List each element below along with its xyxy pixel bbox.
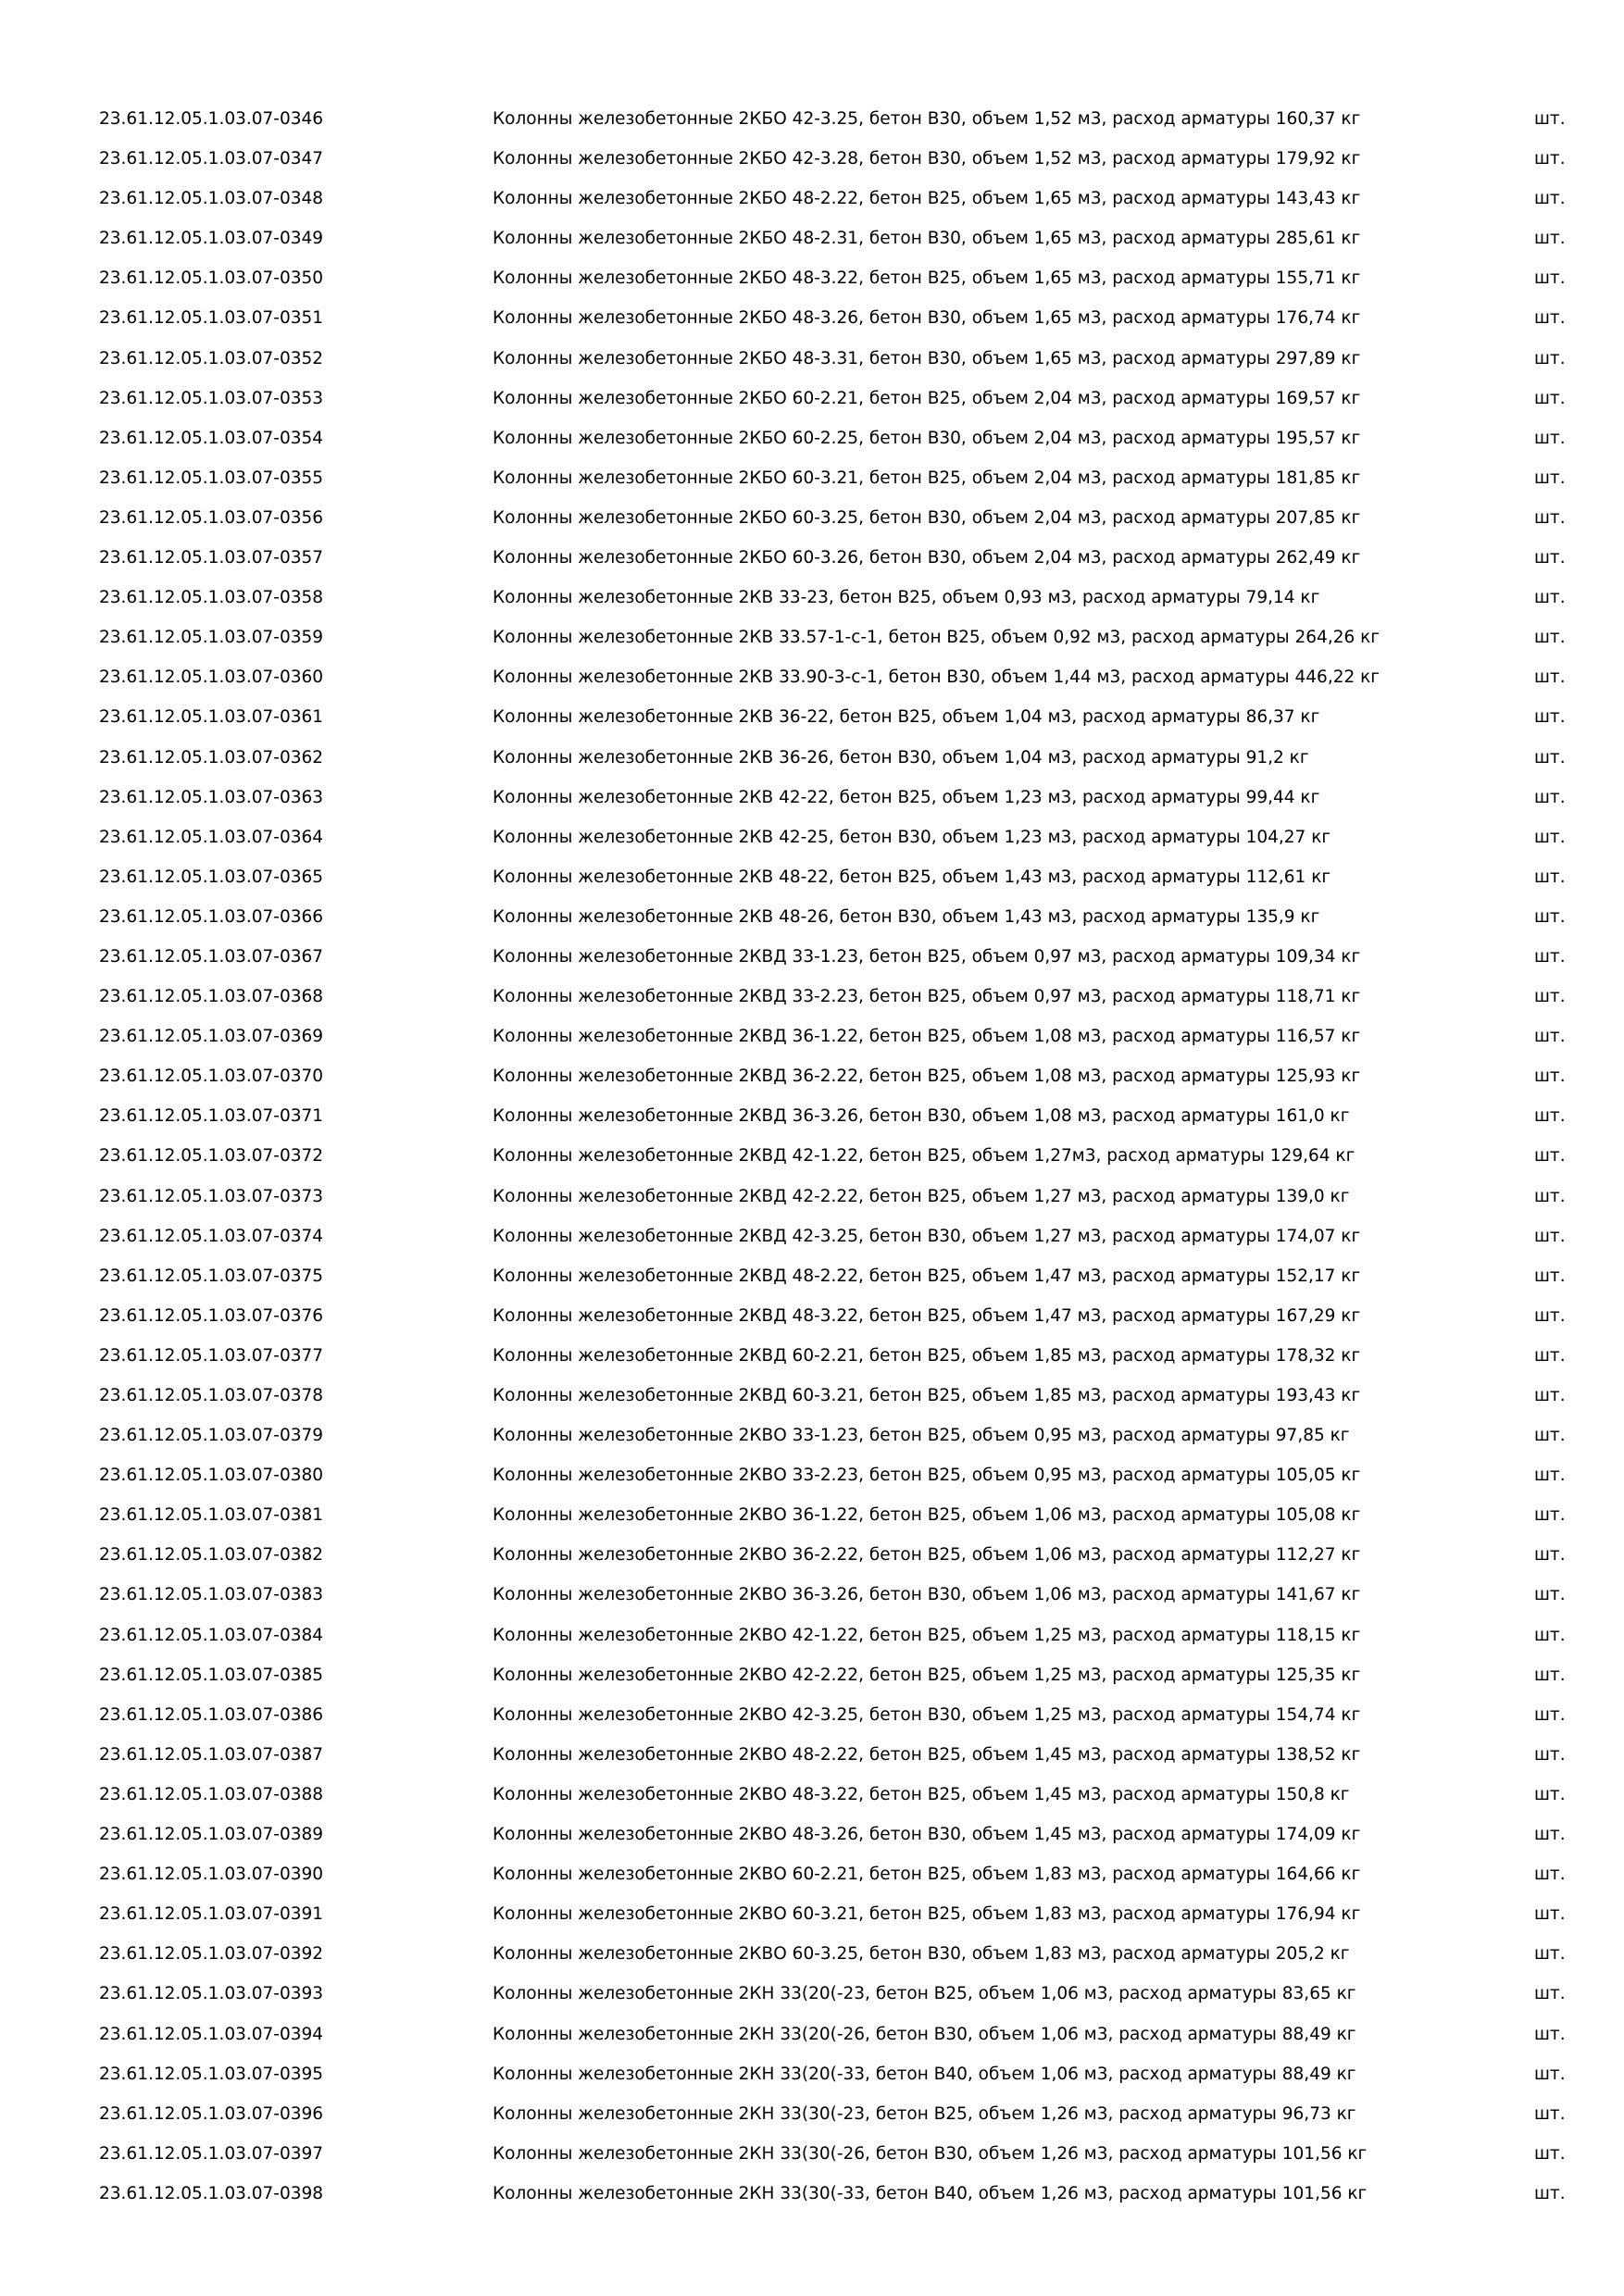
table-row [0, 1296, 1624, 1336]
table-row [0, 657, 1624, 697]
table-row [0, 339, 1624, 379]
unit-of-measure: шт. [1534, 1226, 1566, 1246]
resource-description: Колонны железобетонные 2КН 33(20(-26, бетон В30, объем 1,06 м3, расход арматуры 88,49 кг [493, 2024, 1356, 2044]
resource-code: 23.61.12.05.1.03.07-0353 [99, 388, 324, 408]
resource-code: 23.61.12.05.1.03.07-0382 [99, 1545, 324, 1566]
resource-description: Колонны железобетонные 2КБО 60-2.25, бетон В30, объем 2,04 м3, расход арматуры 195,57 кг [493, 428, 1361, 448]
table-row [0, 1256, 1624, 1296]
resource-description: Колонны железобетонные 2КВО 48-3.26, бетон В30, объем 1,45 м3, расход арматуры 174,09 кг [493, 1825, 1361, 1845]
resource-code: 23.61.12.05.1.03.07-0357 [99, 548, 324, 568]
resource-code: 23.61.12.05.1.03.07-0368 [99, 987, 324, 1007]
unit-of-measure: шт. [1534, 787, 1566, 807]
table-row [0, 418, 1624, 458]
resource-description: Колонны железобетонные 2КБО 42-3.25, бетон В30, объем 1,52 м3, расход арматуры 160,37 кг [493, 109, 1361, 129]
resource-description: Колонны железобетонные 2КВД 42-3.25, бетон В30, объем 1,27 м3, расход арматуры 174,07 кг [493, 1226, 1361, 1246]
resource-description: Колонны железобетонные 2КБО 42-3.28, бетон В30, объем 1,52 м3, расход арматуры 179,92 кг [493, 149, 1361, 169]
resource-description: Колонны железобетонные 2КВ 33.57-1-с-1, бетон В25, объем 0,92 м3, расход арматуры 264,26 кг [493, 628, 1380, 648]
resource-code: 23.61.12.05.1.03.07-0349 [99, 229, 324, 249]
table-row [0, 1336, 1624, 1376]
resource-code: 23.61.12.05.1.03.07-0369 [99, 1027, 324, 1047]
unit-of-measure: шт. [1534, 1944, 1566, 1965]
resource-table [0, 99, 1624, 2214]
resource-description: Колонны железобетонные 2КБО 48-2.22, бетон В25, объем 1,65 м3, расход арматуры 143,43 кг [493, 189, 1361, 209]
resource-description: Колонны железобетонные 2КБО 60-3.21, бетон В25, объем 2,04 м3, расход арматуры 181,85 кг [493, 468, 1361, 488]
resource-description: Колонны железобетонные 2КВД 36-1.22, бетон В25, объем 1,08 м3, расход арматуры 116,57 кг [493, 1027, 1361, 1047]
unit-of-measure: шт. [1534, 308, 1566, 329]
table-row [0, 697, 1624, 737]
unit-of-measure: шт. [1534, 2103, 1566, 2124]
table-row [0, 1177, 1624, 1217]
resource-description: Колонны железобетонные 2КВ 33-23, бетон В25, объем 0,93 м3, расход арматуры 79,14 кг [493, 588, 1320, 608]
table-row [0, 1616, 1624, 1655]
resource-description: Колонны железобетонные 2КВ 33.90-3-с-1, бетон В30, объем 1,44 м3, расход арматуры 446,22 кг [493, 668, 1380, 688]
unit-of-measure: шт. [1534, 1784, 1566, 1804]
resource-description: Колонны железобетонные 2КН 33(20(-33, бетон В40, объем 1,06 м3, расход арматуры 88,49 кг [493, 2064, 1356, 2084]
resource-description: Колонны железобетонные 2КВД 42-2.22, бетон В25, объем 1,27 м3, расход арматуры 139,0 кг [493, 1186, 1350, 1206]
resource-code: 23.61.12.05.1.03.07-0394 [99, 2024, 324, 2044]
table-row [0, 1775, 1624, 1815]
resource-code: 23.61.12.05.1.03.07-0397 [99, 2143, 324, 2164]
unit-of-measure: шт. [1534, 468, 1566, 488]
table-row [0, 857, 1624, 897]
unit-of-measure: шт. [1534, 906, 1566, 927]
table-row [0, 1894, 1624, 1934]
resource-code: 23.61.12.05.1.03.07-0352 [99, 348, 324, 368]
resource-description: Колонны железобетонные 2КБО 48-3.31, бетон В30, объем 1,65 м3, расход арматуры 297,89 кг [493, 348, 1361, 368]
table-row [0, 1455, 1624, 1495]
resource-code: 23.61.12.05.1.03.07-0381 [99, 1505, 324, 1526]
unit-of-measure: шт. [1534, 1345, 1566, 1366]
resource-code: 23.61.12.05.1.03.07-0351 [99, 308, 324, 329]
table-row [0, 1695, 1624, 1735]
table-row [0, 379, 1624, 418]
unit-of-measure: шт. [1534, 1505, 1566, 1526]
table-row [0, 1056, 1624, 1096]
resource-code: 23.61.12.05.1.03.07-0392 [99, 1944, 324, 1965]
resource-code: 23.61.12.05.1.03.07-0361 [99, 707, 324, 728]
resource-description: Колонны железобетонные 2КН 33(30(-33, бетон В40, объем 1,26 м3, расход арматуры 101,56 кг [493, 2183, 1368, 2203]
resource-description: Колонны железобетонные 2КВД 48-3.22, бетон В25, объем 1,47 м3, расход арматуры 167,29 кг [493, 1305, 1361, 1326]
unit-of-measure: шт. [1534, 1106, 1566, 1127]
unit-of-measure: шт. [1534, 548, 1566, 568]
resource-code: 23.61.12.05.1.03.07-0366 [99, 906, 324, 927]
resource-code: 23.61.12.05.1.03.07-0388 [99, 1784, 324, 1804]
resource-description: Колонны железобетонные 2КВ 48-26, бетон В30, объем 1,43 м3, расход арматуры 135,9 кг [493, 906, 1320, 927]
resource-description: Колонны железобетонные 2КВО 42-3.25, бетон В30, объем 1,25 м3, расход арматуры 154,74 кг [493, 1704, 1361, 1725]
table-row [0, 1655, 1624, 1695]
resource-code: 23.61.12.05.1.03.07-0384 [99, 1625, 324, 1645]
resource-description: Колонны железобетонные 2КВ 48-22, бетон В25, объем 1,43 м3, расход арматуры 112,61 кг [493, 867, 1331, 887]
resource-code: 23.61.12.05.1.03.07-0364 [99, 827, 324, 847]
unit-of-measure: шт. [1534, 388, 1566, 408]
unit-of-measure: шт. [1534, 987, 1566, 1007]
table-row [0, 897, 1624, 937]
resource-code: 23.61.12.05.1.03.07-0396 [99, 2103, 324, 2124]
resource-description: Колонны железобетонные 2КВО 36-2.22, бетон В25, объем 1,06 м3, расход арматуры 112,27 кг [493, 1545, 1361, 1566]
table-row [0, 218, 1624, 258]
unit-of-measure: шт. [1534, 1865, 1566, 1885]
resource-code: 23.61.12.05.1.03.07-0386 [99, 1704, 324, 1725]
table-row [0, 1815, 1624, 1854]
table-row [0, 458, 1624, 498]
unit-of-measure: шт. [1534, 229, 1566, 249]
table-row [0, 1376, 1624, 1416]
resource-code: 23.61.12.05.1.03.07-0374 [99, 1226, 324, 1246]
resource-code: 23.61.12.05.1.03.07-0360 [99, 668, 324, 688]
table-row [0, 538, 1624, 578]
table-row [0, 1854, 1624, 1894]
resource-code: 23.61.12.05.1.03.07-0389 [99, 1825, 324, 1845]
resource-description: Колонны железобетонные 2КВО 60-3.21, бетон В25, объем 1,83 м3, расход арматуры 176,94 кг [493, 1904, 1361, 1925]
unit-of-measure: шт. [1534, 149, 1566, 169]
unit-of-measure: шт. [1534, 747, 1566, 767]
resource-code: 23.61.12.05.1.03.07-0370 [99, 1067, 324, 1087]
resource-description: Колонны железобетонные 2КВО 42-2.22, бетон В25, объем 1,25 м3, расход арматуры 125,35 кг [493, 1665, 1361, 1685]
table-row [0, 99, 1624, 139]
table-row [0, 1735, 1624, 1775]
unit-of-measure: шт. [1534, 827, 1566, 847]
unit-of-measure: шт. [1534, 1545, 1566, 1566]
table-row [0, 1416, 1624, 1455]
resource-code: 23.61.12.05.1.03.07-0356 [99, 507, 324, 528]
resource-code: 23.61.12.05.1.03.07-0390 [99, 1865, 324, 1885]
resource-code: 23.61.12.05.1.03.07-0379 [99, 1426, 324, 1446]
unit-of-measure: шт. [1534, 1984, 1566, 2004]
table-row [0, 1096, 1624, 1136]
unit-of-measure: шт. [1534, 109, 1566, 129]
unit-of-measure: шт. [1534, 2143, 1566, 2164]
resource-description: Колонны железобетонные 2КБО 60-3.25, бетон В30, объем 2,04 м3, расход арматуры 207,85 кг [493, 507, 1361, 528]
resource-description: Колонны железобетонные 2КБО 60-3.26, бетон В30, объем 2,04 м3, расход арматуры 262,49 кг [493, 548, 1361, 568]
resource-description: Колонны железобетонные 2КВД 60-3.21, бетон В25, объем 1,85 м3, расход арматуры 193,43 кг [493, 1386, 1361, 1405]
unit-of-measure: шт. [1534, 348, 1566, 368]
unit-of-measure: шт. [1534, 1305, 1566, 1326]
resource-code: 23.61.12.05.1.03.07-0375 [99, 1266, 324, 1286]
resource-description: Колонны железобетонные 2КБО 48-3.26, бетон В30, объем 1,65 м3, расход арматуры 176,74 кг [493, 308, 1361, 329]
unit-of-measure: шт. [1534, 2064, 1566, 2084]
resource-description: Колонны железобетонные 2КВО 48-3.22, бетон В25, объем 1,45 м3, расход арматуры 150,8 кг [493, 1784, 1350, 1804]
resource-description: Колонны железобетонные 2КВО 33-1.23, бетон В25, объем 0,95 м3, расход арматуры 97,85 кг [493, 1426, 1350, 1446]
unit-of-measure: шт. [1534, 946, 1566, 967]
resource-code: 23.61.12.05.1.03.07-0398 [99, 2183, 324, 2203]
unit-of-measure: шт. [1534, 1027, 1566, 1047]
table-row [0, 1934, 1624, 1974]
resource-description: Колонны железобетонные 2КВ 42-25, бетон В30, объем 1,23 м3, расход арматуры 104,27 кг [493, 827, 1331, 847]
resource-code: 23.61.12.05.1.03.07-0346 [99, 109, 324, 129]
table-row [0, 2054, 1624, 2094]
resource-description: Колонны железобетонные 2КВД 33-1.23, бетон В25, объем 0,97 м3, расход арматуры 109,34 кг [493, 946, 1361, 967]
resource-code: 23.61.12.05.1.03.07-0371 [99, 1106, 324, 1127]
table-row [0, 618, 1624, 657]
resource-code: 23.61.12.05.1.03.07-0383 [99, 1585, 324, 1605]
unit-of-measure: шт. [1534, 1186, 1566, 1206]
resource-code: 23.61.12.05.1.03.07-0365 [99, 867, 324, 887]
table-row [0, 1136, 1624, 1176]
table-row [0, 139, 1624, 179]
unit-of-measure: шт. [1534, 2183, 1566, 2203]
resource-description: Колонны железобетонные 2КВД 36-3.26, бетон В30, объем 1,08 м3, расход арматуры 161,0 кг [493, 1106, 1350, 1127]
resource-code: 23.61.12.05.1.03.07-0395 [99, 2064, 324, 2084]
resource-code: 23.61.12.05.1.03.07-0393 [99, 1984, 324, 2004]
unit-of-measure: шт. [1534, 1466, 1566, 1486]
table-row [0, 738, 1624, 778]
table-row [0, 298, 1624, 338]
resource-description: Колонны железобетонные 2КБО 48-2.31, бетон В30, объем 1,65 м3, расход арматуры 285,61 кг [493, 229, 1361, 249]
resource-code: 23.61.12.05.1.03.07-0367 [99, 946, 324, 967]
resource-code: 23.61.12.05.1.03.07-0350 [99, 268, 324, 289]
resource-description: Колонны железобетонные 2КБО 48-3.22, бетон В25, объем 1,65 м3, расход арматуры 155,71 кг [493, 268, 1361, 289]
resource-description: Колонны железобетонные 2КВО 42-1.22, бетон В25, объем 1,25 м3, расход арматуры 118,15 кг [493, 1625, 1361, 1645]
resource-description: Колонны железобетонные 2КВД 33-2.23, бетон В25, объем 0,97 м3, расход арматуры 118,71 кг [493, 987, 1361, 1007]
table-row [0, 2134, 1624, 2174]
table-row [0, 1974, 1624, 2014]
table-row [0, 1535, 1624, 1575]
resource-code: 23.61.12.05.1.03.07-0348 [99, 189, 324, 209]
resource-description: Колонны железобетонные 2КВО 48-2.22, бетон В25, объем 1,45 м3, расход арматуры 138,52 кг [493, 1744, 1361, 1765]
resource-description: Колонны железобетонные 2КВ 42-22, бетон В25, объем 1,23 м3, расход арматуры 99,44 кг [493, 787, 1320, 807]
table-row [0, 258, 1624, 298]
unit-of-measure: шт. [1534, 1704, 1566, 1725]
resource-description: Колонны железобетонные 2КВО 36-3.26, бетон В30, объем 1,06 м3, расход арматуры 141,67 кг [493, 1585, 1361, 1605]
resource-code: 23.61.12.05.1.03.07-0355 [99, 468, 324, 488]
unit-of-measure: шт. [1534, 268, 1566, 289]
resource-description: Колонны железобетонные 2КВД 60-2.21, бетон В25, объем 1,85 м3, расход арматуры 178,32 кг [493, 1345, 1361, 1366]
unit-of-measure: шт. [1534, 428, 1566, 448]
resource-description: Колонны железобетонные 2КН 33(30(-23, бетон В25, объем 1,26 м3, расход арматуры 96,73 кг [493, 2103, 1356, 2124]
table-row [0, 498, 1624, 538]
resource-code: 23.61.12.05.1.03.07-0358 [99, 588, 324, 608]
unit-of-measure: шт. [1534, 1904, 1566, 1925]
resource-code: 23.61.12.05.1.03.07-0372 [99, 1146, 324, 1167]
resource-description: Колонны железобетонные 2КН 33(20(-23, бетон В25, объем 1,06 м3, расход арматуры 83,65 кг [493, 1984, 1356, 2004]
resource-code: 23.61.12.05.1.03.07-0354 [99, 428, 324, 448]
table-row [0, 778, 1624, 817]
unit-of-measure: шт. [1534, 507, 1566, 528]
unit-of-measure: шт. [1534, 1665, 1566, 1685]
unit-of-measure: шт. [1534, 628, 1566, 648]
resource-code: 23.61.12.05.1.03.07-0359 [99, 628, 324, 648]
resource-code: 23.61.12.05.1.03.07-0391 [99, 1904, 324, 1925]
unit-of-measure: шт. [1534, 1625, 1566, 1645]
table-row [0, 1495, 1624, 1535]
table-row [0, 2174, 1624, 2214]
unit-of-measure: шт. [1534, 867, 1566, 887]
resource-code: 23.61.12.05.1.03.07-0378 [99, 1386, 324, 1405]
unit-of-measure: шт. [1534, 1585, 1566, 1605]
unit-of-measure: шт. [1534, 1067, 1566, 1087]
unit-of-measure: шт. [1534, 1744, 1566, 1765]
resource-description: Колонны железобетонные 2КВ 36-22, бетон В25, объем 1,04 м3, расход арматуры 86,37 кг [493, 707, 1320, 728]
table-row [0, 937, 1624, 977]
table-row [0, 817, 1624, 857]
unit-of-measure: шт. [1534, 189, 1566, 209]
resource-code: 23.61.12.05.1.03.07-0347 [99, 149, 324, 169]
unit-of-measure: шт. [1534, 2024, 1566, 2044]
unit-of-measure: шт. [1534, 1386, 1566, 1405]
resource-code: 23.61.12.05.1.03.07-0387 [99, 1744, 324, 1765]
resource-description: Колонны железобетонные 2КВО 60-3.25, бетон В30, объем 1,83 м3, расход арматуры 205,2 кг [493, 1944, 1350, 1965]
table-row [0, 179, 1624, 218]
resource-code: 23.61.12.05.1.03.07-0373 [99, 1186, 324, 1206]
resource-code: 23.61.12.05.1.03.07-0363 [99, 787, 324, 807]
resource-code: 23.61.12.05.1.03.07-0376 [99, 1305, 324, 1326]
unit-of-measure: шт. [1534, 1426, 1566, 1446]
resource-description: Колонны железобетонные 2КВО 33-2.23, бетон В25, объем 0,95 м3, расход арматуры 105,05 кг [493, 1466, 1361, 1486]
table-row [0, 977, 1624, 1017]
unit-of-measure: шт. [1534, 668, 1566, 688]
unit-of-measure: шт. [1534, 588, 1566, 608]
table-row [0, 2015, 1624, 2054]
resource-code: 23.61.12.05.1.03.07-0362 [99, 747, 324, 767]
resource-description: Колонны железобетонные 2КВД 42-1.22, бетон В25, объем 1,27м3, расход арматуры 129,64 кг [493, 1146, 1355, 1167]
unit-of-measure: шт. [1534, 1825, 1566, 1845]
resource-description: Колонны железобетонные 2КВО 36-1.22, бетон В25, объем 1,06 м3, расход арматуры 105,08 кг [493, 1505, 1361, 1526]
resource-description: Колонны железобетонные 2КН 33(30(-26, бетон В30, объем 1,26 м3, расход арматуры 101,56 кг [493, 2143, 1368, 2164]
unit-of-measure: шт. [1534, 1266, 1566, 1286]
table-row [0, 578, 1624, 618]
resource-description: Колонны железобетонные 2КВД 36-2.22, бетон В25, объем 1,08 м3, расход арматуры 125,93 кг [493, 1067, 1361, 1087]
unit-of-measure: шт. [1534, 1146, 1566, 1167]
table-row [0, 1575, 1624, 1615]
resource-description: Колонны железобетонные 2КБО 60-2.21, бетон В25, объем 2,04 м3, расход арматуры 169,57 кг [493, 388, 1361, 408]
resource-description: Колонны железобетонные 2КВ 36-26, бетон В30, объем 1,04 м3, расход арматуры 91,2 кг [493, 747, 1309, 767]
resource-code: 23.61.12.05.1.03.07-0377 [99, 1345, 324, 1366]
resource-code: 23.61.12.05.1.03.07-0380 [99, 1466, 324, 1486]
table-row [0, 1217, 1624, 1256]
table-row [0, 1017, 1624, 1056]
unit-of-measure: шт. [1534, 707, 1566, 728]
resource-code: 23.61.12.05.1.03.07-0385 [99, 1665, 324, 1685]
resource-description: Колонны железобетонные 2КВД 48-2.22, бетон В25, объем 1,47 м3, расход арматуры 152,17 кг [493, 1266, 1361, 1286]
resource-description: Колонны железобетонные 2КВО 60-2.21, бетон В25, объем 1,83 м3, расход арматуры 164,66 кг [493, 1865, 1361, 1885]
table-row [0, 2094, 1624, 2134]
